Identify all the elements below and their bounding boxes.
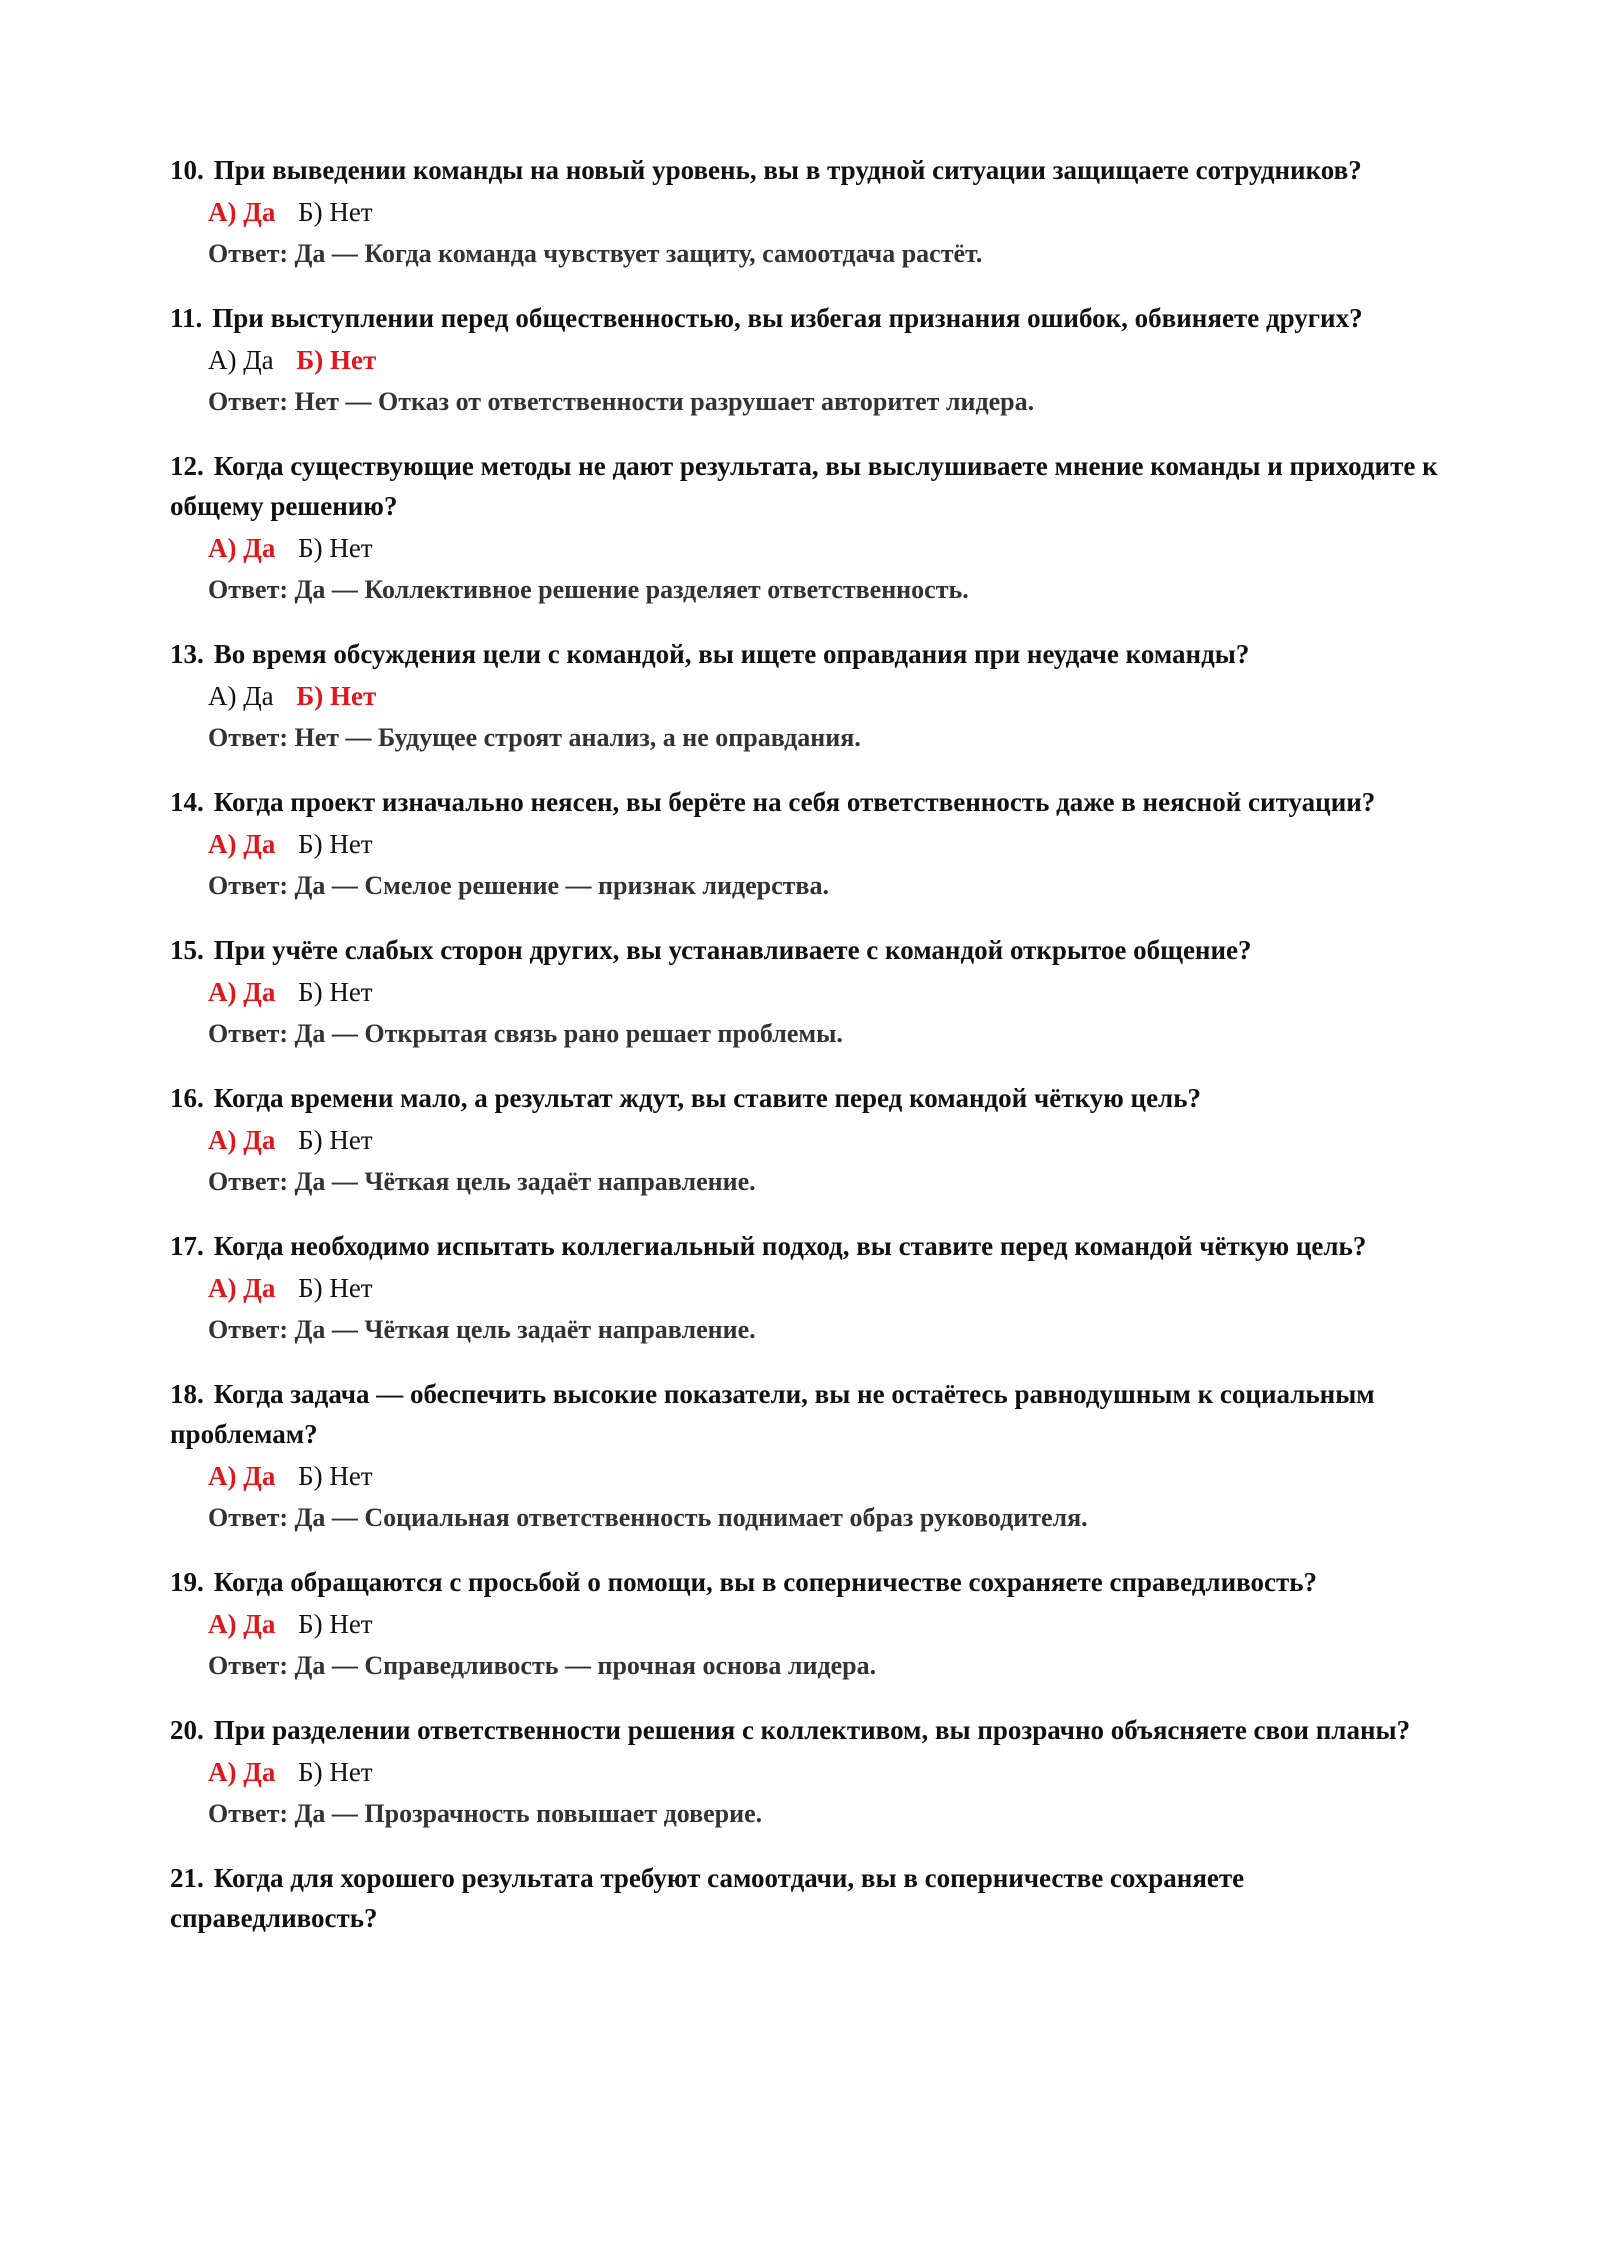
- question-17: [170, 1226, 1440, 1350]
- options: [208, 1456, 1440, 1496]
- option-a: А) Да: [208, 533, 276, 563]
- question-12: [170, 446, 1440, 610]
- question-text: 19. Когда обращаются с просьбой о помощи, вы в соперничестве сохраняете справедливость?: [170, 1567, 1318, 1597]
- option-a: А) Да: [208, 977, 276, 1007]
- document-page: [170, 150, 1440, 1962]
- options: [208, 528, 1440, 568]
- question-14: [170, 782, 1440, 906]
- answer-explanation: Ответ: Да — Чёткая цель задаёт направление.: [208, 1315, 756, 1344]
- answer-explanation: Ответ: Да — Смелое решение — признак лидерства.: [208, 871, 829, 900]
- option-b: Б) Нет: [298, 533, 373, 563]
- options: [208, 1604, 1440, 1644]
- option-a: А) Да: [208, 1609, 276, 1639]
- question-number: 20.: [170, 1715, 204, 1745]
- option-b: Б) Нет: [298, 1461, 373, 1491]
- question-20: [170, 1710, 1440, 1834]
- question-text: 17. Когда необходимо испытать коллегиальный подход, вы ставите перед командой чёткую цель?: [170, 1231, 1367, 1261]
- question-21: [170, 1858, 1440, 1938]
- option-b: Б) Нет: [298, 1273, 373, 1303]
- question-number: 18.: [170, 1379, 204, 1409]
- question-text: 14. Когда проект изначально неясен, вы берёте на себя ответственность даже в неясной ситуации?: [170, 787, 1376, 817]
- option-b: Б) Нет: [298, 1757, 373, 1787]
- option-a: А) Да: [208, 1461, 276, 1491]
- question-text: 18. Когда задача — обеспечить высокие показатели, вы не остаётесь равнодушным к социальным проблемам?: [170, 1379, 1375, 1449]
- options: [208, 340, 1440, 380]
- option-a: А) Да: [208, 829, 276, 859]
- question-number: 14.: [170, 787, 204, 817]
- answer-explanation: Ответ: Нет — Будущее строят анализ, а не оправдания.: [208, 723, 861, 752]
- option-a: А) Да: [208, 1757, 276, 1787]
- question-18: [170, 1374, 1440, 1538]
- question-text: 10. При выведении команды на новый уровень, вы в трудной ситуации защищаете сотрудников?: [170, 155, 1362, 185]
- question-number: 19.: [170, 1567, 204, 1597]
- answer-explanation: Ответ: Да — Открытая связь рано решает проблемы.: [208, 1019, 843, 1048]
- question-text: 21. Когда для хорошего результата требуют самоотдачи, вы в соперничестве сохраняете справедливость?: [170, 1863, 1245, 1933]
- option-b: Б) Нет: [298, 1125, 373, 1155]
- question-10: [170, 150, 1440, 274]
- question-number: 16.: [170, 1083, 204, 1113]
- question-number: 17.: [170, 1231, 204, 1261]
- options: [208, 1752, 1440, 1792]
- options: [208, 192, 1440, 232]
- question-11: [170, 298, 1440, 422]
- option-a: А) Да: [208, 197, 276, 227]
- answer-explanation: Ответ: Да — Коллективное решение разделяет ответственность.: [208, 575, 969, 604]
- question-number: 12.: [170, 451, 204, 481]
- options: [208, 972, 1440, 1012]
- option-b: Б) Нет: [298, 829, 373, 859]
- answer-explanation: Ответ: Да — Справедливость — прочная основа лидера.: [208, 1651, 877, 1680]
- question-text: 12. Когда существующие методы не дают результата, вы выслушиваете мнение команды и приходите к общему решению?: [170, 451, 1438, 521]
- answer-explanation: Ответ: Да — Социальная ответственность поднимает образ руководителя.: [208, 1503, 1088, 1532]
- option-b: Б) Нет: [298, 977, 373, 1007]
- option-a: А) Да: [208, 345, 274, 375]
- option-a: А) Да: [208, 1125, 276, 1155]
- question-text: 15. При учёте слабых сторон других, вы устанавливаете с командой открытое общение?: [170, 935, 1252, 965]
- option-a: А) Да: [208, 681, 274, 711]
- question-text: 11. При выступлении перед общественностью, вы избегая признания ошибок, обвиняете других?: [170, 303, 1363, 333]
- question-number: 13.: [170, 639, 204, 669]
- option-b: Б) Нет: [296, 681, 377, 711]
- question-number: 15.: [170, 935, 204, 965]
- question-16: [170, 1078, 1440, 1202]
- question-text: 16. Когда времени мало, а результат ждут, вы ставите перед командой чёткую цель?: [170, 1083, 1201, 1113]
- options: [208, 676, 1440, 716]
- options: [208, 1268, 1440, 1308]
- answer-explanation: Ответ: Да — Чёткая цель задаёт направление.: [208, 1167, 756, 1196]
- question-number: 21.: [170, 1863, 204, 1893]
- question-number: 11.: [170, 303, 203, 333]
- option-a: А) Да: [208, 1273, 276, 1303]
- answer-explanation: Ответ: Да — Прозрачность повышает доверие.: [208, 1799, 763, 1828]
- option-b: Б) Нет: [296, 345, 377, 375]
- question-text: 13. Во время обсуждения цели с командой, вы ищете оправдания при неудаче команды?: [170, 639, 1250, 669]
- answer-explanation: Ответ: Нет — Отказ от ответственности разрушает авторитет лидера.: [208, 387, 1035, 416]
- question-number: 10.: [170, 155, 204, 185]
- question-text: 20. При разделении ответственности решения с коллективом, вы прозрачно объясняете свои планы?: [170, 1715, 1411, 1745]
- options: [208, 824, 1440, 864]
- options: [208, 1120, 1440, 1160]
- option-b: Б) Нет: [298, 197, 373, 227]
- answer-explanation: Ответ: Да — Когда команда чувствует защиту, самоотдача растёт.: [208, 239, 983, 268]
- question-13: [170, 634, 1440, 758]
- question-19: [170, 1562, 1440, 1686]
- question-15: [170, 930, 1440, 1054]
- option-b: Б) Нет: [298, 1609, 373, 1639]
